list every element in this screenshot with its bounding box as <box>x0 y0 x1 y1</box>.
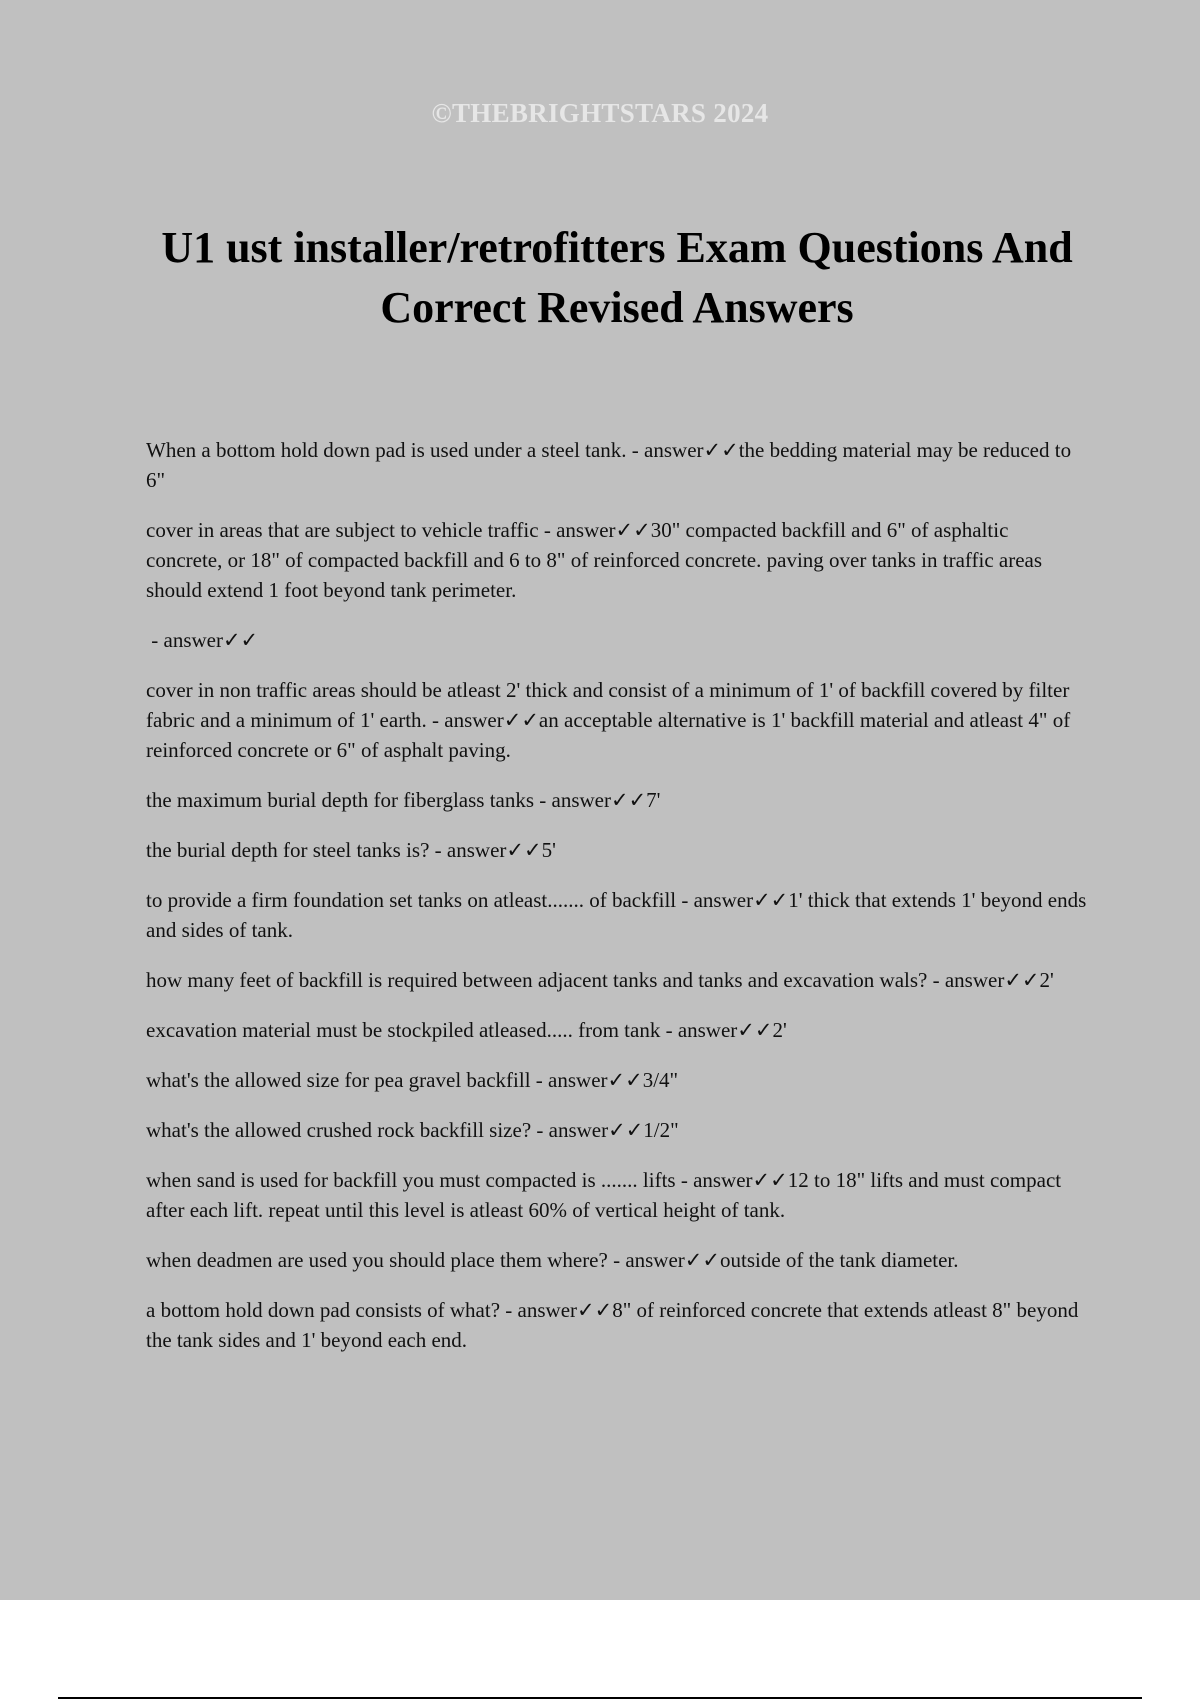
qa-item: what's the allowed size for pea gravel backfill - answer✓✓3/4" <box>146 1068 679 1092</box>
watermark: ©THEBRIGHTSTARS 2024 <box>431 98 769 128</box>
qa-item: when deadmen are used you should place them where? - answer✓✓outside of the tank diameter. <box>146 1248 959 1272</box>
qa-list <box>146 435 1088 1375</box>
qa-item: the maximum burial depth for fiberglass tanks - answer✓✓7' <box>146 788 661 812</box>
qa-item: the burial depth for steel tanks is? - answer✓✓5' <box>146 838 556 862</box>
page-title: U1 ust installer/retrofitters Exam Questions And Correct Revised Answers <box>161 223 1073 332</box>
qa-item: a bottom hold down pad consists of what? - answer✓✓8" of reinforced concrete that extends atleast 8" beyond the tank sides and 1' beyond each end. <box>146 1298 1079 1352</box>
qa-item: how many feet of backfill is required between adjacent tanks and tanks and excavation wals? - answer✓✓2' <box>146 968 1054 992</box>
qa-item: cover in non traffic areas should be atleast 2' thick and consist of a minimum of 1' of backfill covered by filter fabric and a minimum of 1' earth. - answer✓✓an acceptable alternative is 1' backfill material and atleast 4" of reinforced concrete or 6" of asphalt paving. <box>146 678 1071 762</box>
qa-item: to provide a firm foundation set tanks on atleast....... of backfill - answer✓✓1' thick that extends 1' beyond ends and sides of tank. <box>146 888 1087 942</box>
qa-item: when sand is used for backfill you must compacted is ....... lifts - answer✓✓12 to 18" lifts and must compact after each lift. repeat until this level is atleast 60% of vertical height of tank. <box>146 1168 1062 1222</box>
qa-item: When a bottom hold down pad is used under a steel tank. - answer✓✓the bedding material may be reduced to 6" <box>146 438 1072 492</box>
footer-divider <box>58 1697 1142 1699</box>
qa-item: - answer✓✓ <box>146 628 259 652</box>
qa-item: excavation material must be stockpiled atleased..... from tank - answer✓✓2' <box>146 1018 787 1042</box>
qa-item: cover in areas that are subject to vehicle traffic - answer✓✓30" compacted backfill and 6" of asphaltic concrete, or 18" of compacted backfill and 6 to 8" of reinforced concrete. paving over tanks in traffic areas should extend 1 foot beyond tank perimeter. <box>146 518 1043 602</box>
qa-item: what's the allowed crushed rock backfill size? - answer✓✓1/2" <box>146 1118 679 1142</box>
